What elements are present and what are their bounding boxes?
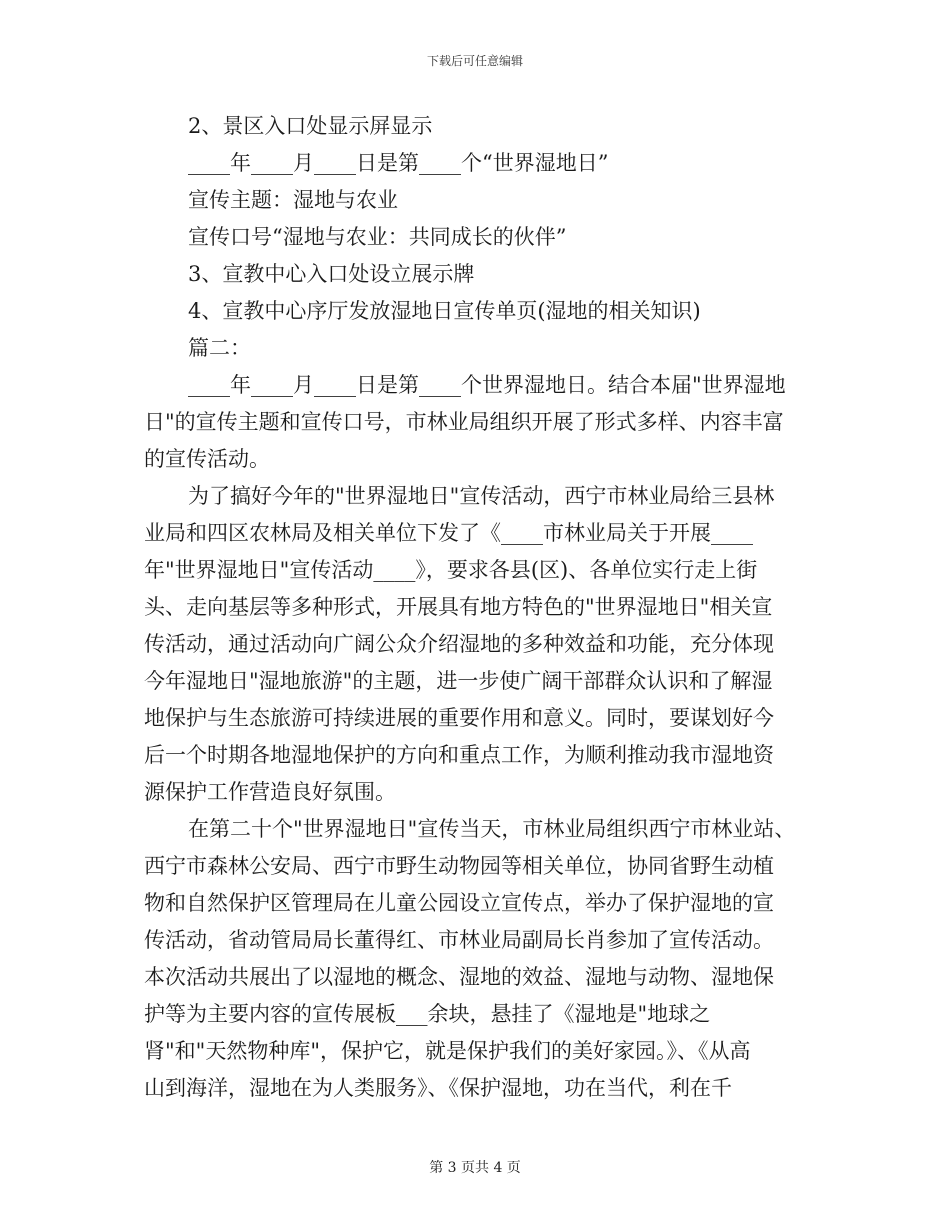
text-line: 3、宣教中心入口处设立展示牌 [188, 262, 475, 286]
text-line: 2、景区入口处显示屏显示 [188, 114, 433, 138]
text-line: 护等为主要内容的宣传展板___余块，悬挂了《湿地是"地球之 [144, 1002, 711, 1026]
text-line: 地保护与生态旅游可持续进展的重要作用和意义。同时，要谋划好今 [144, 706, 774, 730]
text-line: 为了搞好今年的"世界湿地日"宣传活动，西宁市林业局给三县林 [188, 484, 775, 508]
text-line: ____年____月____日是第____个世界湿地日。结合本届"世界湿地 [188, 373, 786, 397]
text-line: 传活动，省动管局局长董得红、市林业局副局长肖参加了宣传活动。 [144, 928, 774, 952]
text-line: 传活动，通过活动向广阔公众介绍湿地的多种效益和功能，充分体现 [144, 632, 774, 656]
text-line: 篇二： [188, 336, 251, 360]
text-line: 在第二十个"世界湿地日"宣传当天，市林业局组织西宁市林业站、 [188, 817, 796, 841]
text-line: 肾"和"天然物种库"，保护它，就是保护我们的美好家园。》、《从高 [144, 1039, 751, 1063]
page-header: 下载后可任意编辑 [426, 54, 523, 68]
text-line: 山到海洋，湿地在为人类服务》、《保护湿地，功在当代，利在千 [144, 1076, 732, 1100]
text-line: 宣传口号“湿地与农业：共同成长的伙伴” [188, 225, 567, 249]
text-line: ____年____月____日是第____个“世界湿地日” [188, 151, 609, 175]
text-line: 后一个时期各地湿地保护的方向和重点工作，为顺利推动我市湿地资 [144, 743, 774, 767]
text-line: 源保护工作营造良好氛围。 [144, 780, 396, 804]
text-line: 头、走向基层等多种形式，开展具有地方特色的"世界湿地日"相关宣 [144, 595, 773, 619]
text-line: 今年湿地日"湿地旅游"的主题，进一步使广阔干部群众认识和了解湿 [144, 669, 773, 693]
text-line: 年"世界湿地日"宣传活动____》，要求各县(区)、各单位实行走上街 [144, 558, 758, 582]
text-line: 业局和四区农林局及相关单位下发了《____市林业局关于开展____ [144, 521, 753, 545]
text-line: 的宣传活动。 [144, 447, 270, 471]
text-line: 本次活动共展出了以湿地的概念、湿地的效益、湿地与动物、湿地保 [144, 965, 774, 989]
document-body [144, 108, 814, 1107]
text-line: 4、宣教中心序厅发放湿地日宣传单页(湿地的相关知识) [188, 299, 701, 323]
text-line: 宣传主题：湿地与农业 [188, 188, 398, 212]
text-line: 西宁市森林公安局、西宁市野生动物园等相关单位，协同省野生动植 [144, 854, 774, 878]
text-line: 物和自然保护区管理局在儿童公园设立宣传点，举办了保护湿地的宣 [144, 891, 774, 915]
text-line: 日"的宣传主题和宣传口号，市林业局组织开展了形式多样、内容丰富 [144, 410, 784, 434]
page-footer: 第 3 页共 4 页 [429, 1160, 521, 1176]
